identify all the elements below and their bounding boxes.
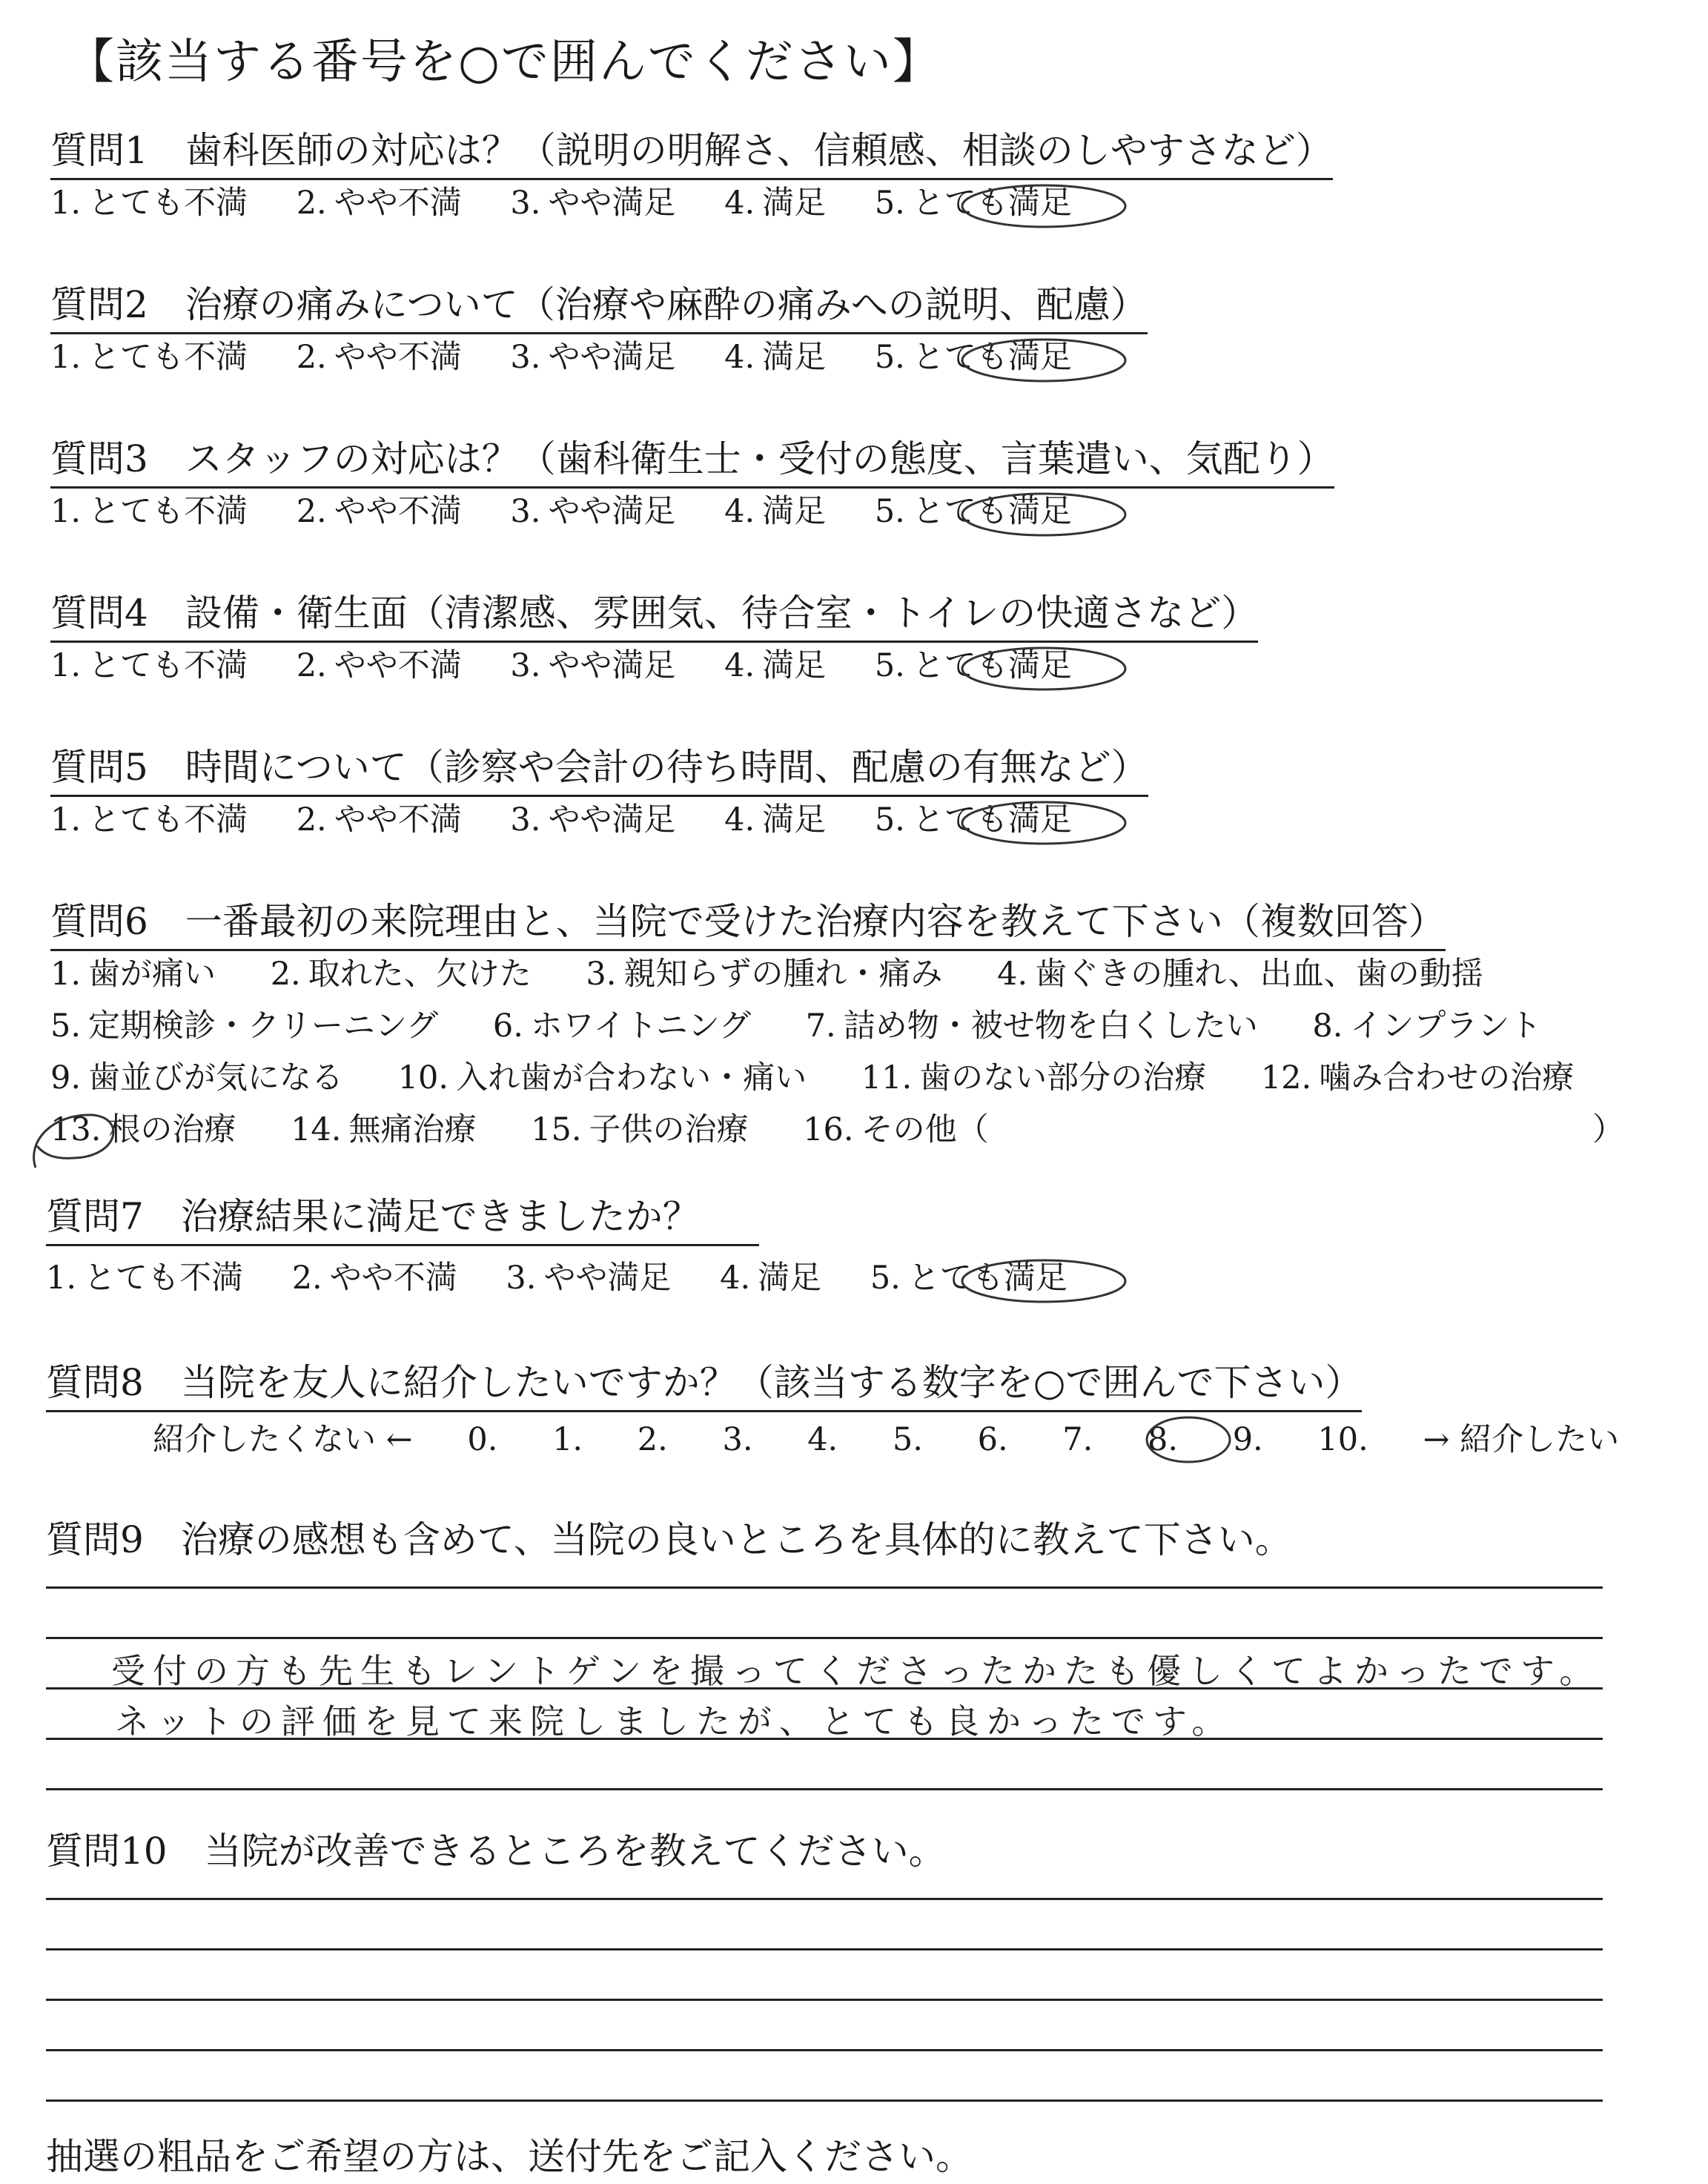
answer-line: [46, 2099, 1603, 2102]
option-13-selected[interactable]: 13. 根の治療: [50, 1111, 236, 1148]
question-5-options: [50, 799, 1072, 841]
question-7-options: [46, 1257, 1068, 1299]
option-5-selected[interactable]: 5. とても満足: [874, 339, 1072, 376]
question-10-title: 質問10 当院が改善できるところを教えてください。: [46, 1830, 946, 1873]
answer-line: [46, 1999, 1603, 2001]
option-4[interactable]: 4. 満足: [724, 493, 827, 530]
question-8-scale: [153, 1419, 1664, 1460]
other-close-paren: ）: [1592, 1111, 1624, 1148]
option-2[interactable]: 2. やや不満: [296, 185, 462, 222]
scale-4[interactable]: 4.: [807, 1421, 838, 1458]
answer-line: [46, 1586, 1603, 1589]
answer-line: [46, 2049, 1603, 2051]
scale-10-selected[interactable]: 10.: [1317, 1421, 1368, 1458]
option-3[interactable]: 3. やや満足: [506, 1260, 672, 1297]
question-8-title: 質問8 当院を友人に紹介したいですか？（該当する数字を○で囲んで下さい）: [46, 1360, 1362, 1412]
option-4[interactable]: 4. 満足: [724, 339, 827, 376]
question-7-title: 質問7 治療結果に満足できましたか？: [46, 1194, 759, 1246]
option-1[interactable]: 1. とても不満: [50, 647, 248, 684]
option-3[interactable]: 3. やや満足: [510, 339, 676, 376]
scale-6[interactable]: 6.: [977, 1421, 1008, 1458]
question-1-title: 質問1 歯科医師の対応は？（説明の明解さ、信頼感、相談のしやすさなど）: [50, 128, 1333, 180]
answer-line: [46, 1788, 1603, 1790]
option-2[interactable]: 2. やや不満: [296, 801, 462, 838]
option-8[interactable]: 8. インプラント: [1312, 1007, 1542, 1045]
option-1[interactable]: 1. 歯が痛い: [50, 956, 216, 993]
scale-1[interactable]: 1.: [552, 1421, 583, 1458]
option-2[interactable]: 2. やや不満: [296, 339, 462, 376]
option-2[interactable]: 2. やや不満: [291, 1260, 457, 1297]
option-14[interactable]: 14. 無痛治療: [291, 1111, 477, 1148]
question-5-title: 質問5 時間について（診察や会計の待ち時間、配慮の有無など）: [50, 744, 1148, 797]
question-6-row-1: [50, 953, 1528, 995]
option-16[interactable]: 16. その他（: [803, 1111, 989, 1148]
answer-line: [46, 1898, 1603, 1900]
scale-9[interactable]: 9.: [1232, 1421, 1263, 1458]
option-2[interactable]: 2. やや不満: [296, 493, 462, 530]
option-2[interactable]: 2. やや不満: [296, 647, 462, 684]
scale-3[interactable]: 3.: [722, 1421, 753, 1458]
question-6-row-3: [50, 1057, 1618, 1099]
question-4-title: 質問4 設備・衛生面（清潔感、雰囲気、待合室・トイレの快適さなど）: [50, 590, 1258, 643]
handwritten-answer-line-2: ネットの評価を見て来院しましたが、とても良かったです。: [115, 1701, 1234, 1741]
question-4-options: [50, 645, 1072, 686]
option-1[interactable]: 1. とても不満: [50, 801, 248, 838]
option-3[interactable]: 3. やや満足: [510, 185, 676, 222]
option-11[interactable]: 11. 歯のない部分の治療: [861, 1059, 1207, 1096]
option-15[interactable]: 15. 子供の治療: [531, 1111, 749, 1148]
question-2-title: 質問2 治療の痛みについて（治療や麻酔の痛みへの説明、配慮）: [50, 282, 1148, 334]
option-7[interactable]: 7. 詰め物・被せ物を白くしたい: [805, 1007, 1258, 1045]
option-5[interactable]: 5. 定期検診・クリーニング: [50, 1007, 439, 1045]
scale-5[interactable]: 5.: [892, 1421, 923, 1458]
question-2-options: [50, 337, 1072, 378]
scale-0[interactable]: 0.: [467, 1421, 498, 1458]
scale-8[interactable]: 8.: [1148, 1421, 1179, 1458]
option-2[interactable]: 2. 取れた、欠けた: [270, 956, 532, 993]
option-3[interactable]: 3. 親知らずの腫れ・痛み: [586, 956, 943, 993]
option-1[interactable]: 1. とても不満: [50, 185, 248, 222]
option-5-selected[interactable]: 5. とても満足: [874, 647, 1072, 684]
option-1[interactable]: 1. とても不満: [50, 493, 248, 530]
option-3[interactable]: 3. やや満足: [510, 647, 676, 684]
option-6[interactable]: 6. ホワイトニング: [492, 1007, 752, 1045]
option-4[interactable]: 4. 満足: [720, 1260, 822, 1297]
answer-line: [46, 1637, 1603, 1639]
question-3-options: [50, 491, 1072, 532]
question-6-row-2: [50, 1005, 1586, 1047]
scale-7[interactable]: 7.: [1062, 1421, 1093, 1458]
option-3[interactable]: 3. やや満足: [510, 801, 676, 838]
scale-2[interactable]: 2.: [637, 1421, 668, 1458]
footer-prize-note: 抽選の粗品をご希望の方は、送付先をご記入ください。: [46, 2135, 973, 2178]
option-5-selected[interactable]: 5. とても満足: [870, 1260, 1068, 1297]
option-9[interactable]: 9. 歯並びが気になる: [50, 1059, 344, 1096]
option-1[interactable]: 1. とても不満: [50, 339, 248, 376]
question-3-title: 質問3 スタッフの対応は？（歯科衛生士・受付の態度、言葉遣い、気配り）: [50, 436, 1334, 489]
question-9-title: 質問9 治療の感想も含めて、当院の良いところを具体的に教えて下さい。: [46, 1518, 1292, 1561]
option-4[interactable]: 4. 満足: [724, 185, 827, 222]
option-3[interactable]: 3. やや満足: [510, 493, 676, 530]
scale-right-label: → 紹介したい: [1423, 1421, 1620, 1458]
question-6-title: 質問6 一番最初の来院理由と、当院で受けた治療内容を教えて下さい（複数回答）: [50, 899, 1446, 951]
answer-line: [46, 1948, 1603, 1950]
option-12[interactable]: 12. 噛み合わせの治療: [1260, 1059, 1575, 1096]
scale-left-label: 紹介したくない ←: [153, 1421, 413, 1458]
question-6-row-4: [50, 1109, 1033, 1151]
handwritten-answer-line-1: 受付の方も先生もレントゲンを撮ってくださったかたも優しくてよかったです。: [111, 1651, 1601, 1691]
option-4[interactable]: 4. 歯ぐきの腫れ、出血、歯の動揺: [997, 956, 1483, 993]
question-1-options: [50, 182, 1072, 224]
page-header: 【該当する番号を○で囲んでください】: [67, 35, 941, 90]
option-1[interactable]: 1. とても不満: [46, 1260, 244, 1297]
option-5-selected[interactable]: 5. とても満足: [874, 185, 1072, 222]
option-10[interactable]: 10. 入れ歯が合わない・痛い: [397, 1059, 807, 1096]
option-4[interactable]: 4. 満足: [724, 801, 827, 838]
option-5-selected[interactable]: 5. とても満足: [874, 493, 1072, 530]
option-4[interactable]: 4. 満足: [724, 647, 827, 684]
option-5-selected[interactable]: 5. とても満足: [874, 801, 1072, 838]
